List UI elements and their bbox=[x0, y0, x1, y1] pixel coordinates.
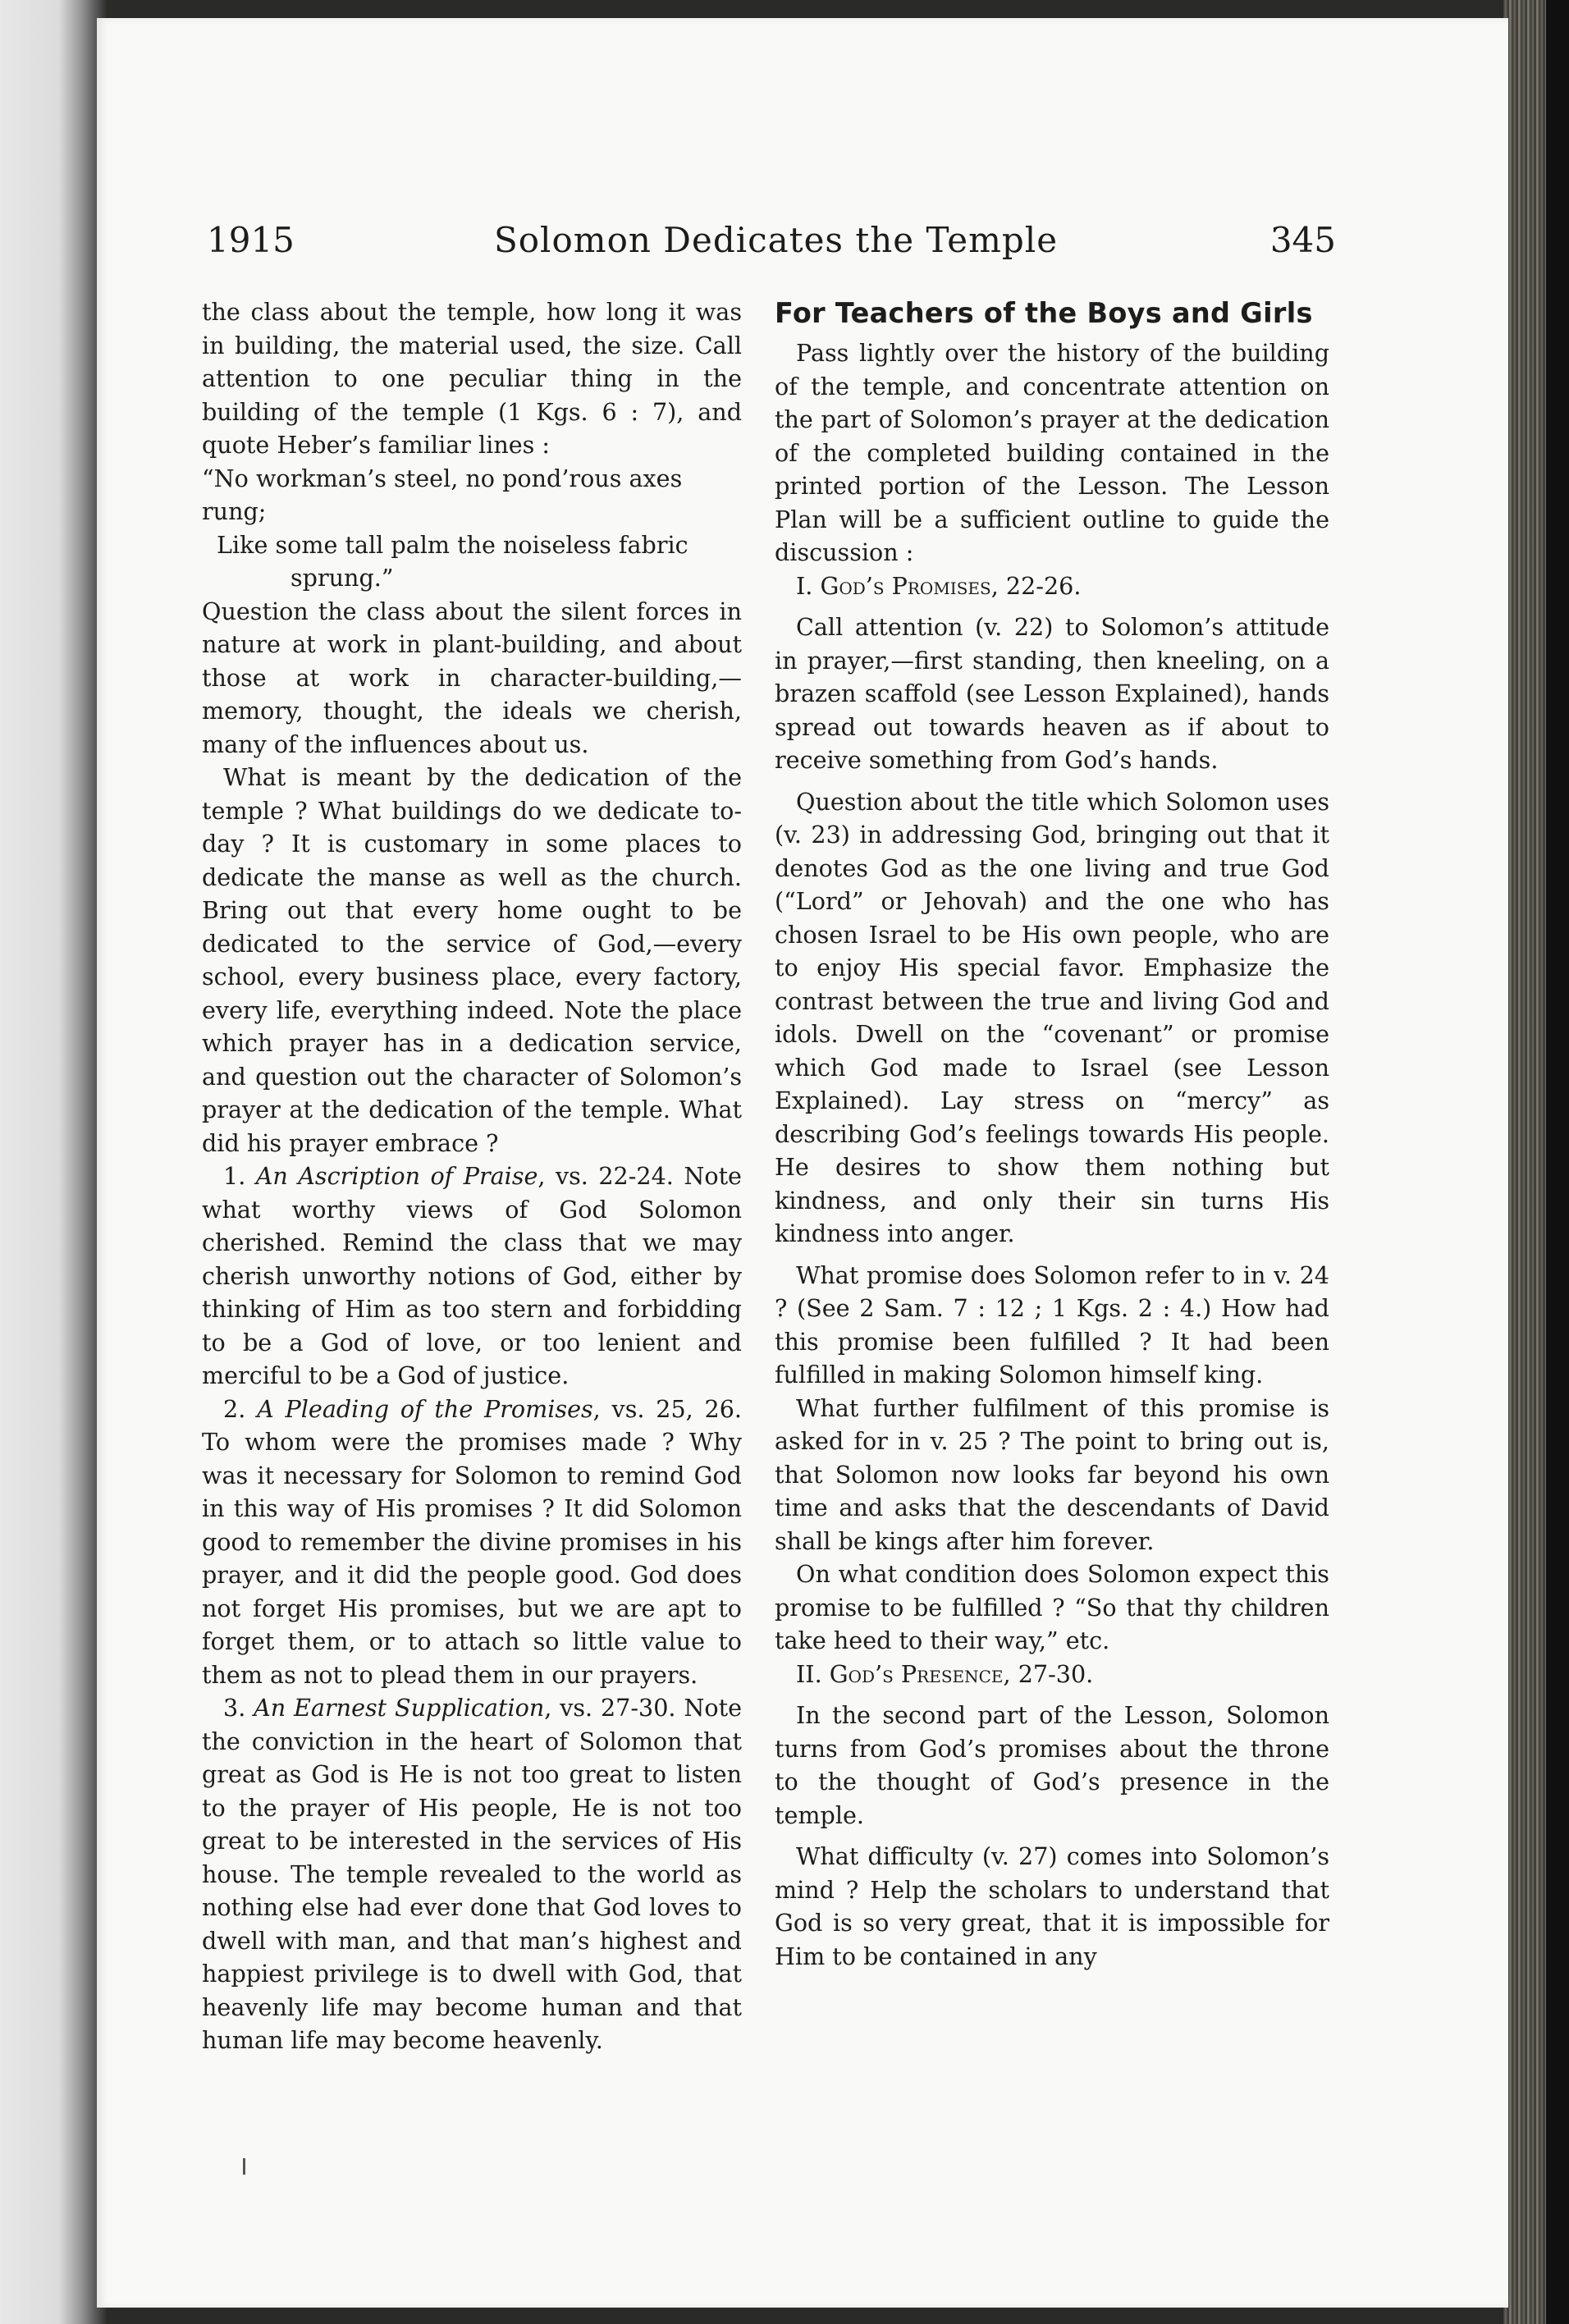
ink-mark bbox=[243, 2158, 245, 2175]
running-header bbox=[207, 220, 1336, 277]
paragraph: On what condition does Solomon expect this promise to be fulfilled ? “So that thy children take heed to their way,” etc. bbox=[775, 1560, 1329, 1654]
right-column bbox=[775, 295, 1329, 1973]
point-number: 2. bbox=[223, 1394, 258, 1423]
paragraph: What difficulty (v. 27) comes into Solomon’s mind ? Help the scholars to understand that God is so very great, that it is impossible for Him to be contained in any bbox=[775, 1842, 1329, 1970]
point-text: , vs. 25, 26. To whom were the promises made ? Why was it necessary for Solomon to remind God in this way of His promises ? It did Solomon good to remember the divine promises in his prayer, and it did the people good. God does not forget His promises, but we are apt to forget them, or to attach so little value to them as not to plead them in our prayers. bbox=[202, 1394, 742, 1689]
point-title: An Earnest Supplication bbox=[254, 1694, 545, 1722]
subheading-title: God’s Presence bbox=[829, 1659, 1004, 1688]
section-heading: For Teachers of the Boys and Girls bbox=[775, 297, 1313, 329]
point-text: , vs. 27-30. Note the conviction in the heart of Solomon that great as God is He is not too great to listen to the prayer of His people, He is not too great to be interested in the services of His house. The temple revealed to the world as nothing else had ever done that God loves to dwell with man, and that man’s highest and happiest privilege is to dwell with God, that heavenly life may become human and that human life may become heavenly. bbox=[202, 1694, 742, 2054]
lesson-point-1 bbox=[202, 1160, 742, 1393]
page-title: Solomon Dedicates the Temple bbox=[494, 220, 1059, 260]
paragraph: What is meant by the dedication of the temple ? What buildings do we dedicate to-day ? It is customary in some places to dedicate the manse as well as the church. Bring out that every home ought to be dedicated to the service of God,—every school, every business place, every factory, every life, everything indeed. Note the place which prayer has in a dedication service, and question out the character of Solomon’s prayer at the dedication of the temple. What did his prayer embrace ? bbox=[202, 763, 742, 1157]
paragraph: Call attention (v. 22) to Solomon’s attitude in prayer,—first standing, then kneeling, on a brazen scaffold (see Lesson Explained), hands spread out towards heaven as if about to receive something from God’s hands. bbox=[775, 613, 1329, 774]
paragraph: What promise does Solomon refer to in v. 24 ? (See 2 Sam. 7 : 12 ; 1 Kgs. 2 : 4.) How had this promise been fulfilled ? It had been fulfilled in making Solomon himself king. bbox=[775, 1260, 1329, 1388]
paragraph: Pass lightly over the history of the building of the temple, and concentrate attention on the part of Solomon’s prayer at the dedication of the completed building contained in the printed portion of the Lesson. The Lesson Plan will be a sufficient outline to guide the discussion : bbox=[775, 339, 1329, 566]
paragraph: the class about the temple, how long it was in building, the material used, the size. Call attention to one peculiar thing in the building of the temple (1 Kgs. 6 : 7), and quote Heber’s familiar lines : bbox=[202, 298, 742, 459]
poem-line: “No workman’s steel, no pond’rous axes rung; bbox=[202, 464, 683, 525]
point-number: 1. bbox=[223, 1162, 256, 1190]
subheading-title: God’s Promises bbox=[820, 571, 991, 600]
subheading-promises bbox=[775, 570, 1329, 603]
subheading-verses: , 22-26. bbox=[990, 571, 1082, 600]
lesson-point-3 bbox=[202, 1691, 742, 2057]
subheading-number: II. bbox=[796, 1659, 830, 1688]
header-year: 1915 bbox=[207, 220, 295, 260]
lesson-point-2 bbox=[202, 1393, 742, 1692]
poem-line: sprung.” bbox=[290, 564, 394, 592]
subheading-presence bbox=[775, 1658, 1329, 1691]
point-number: 3. bbox=[223, 1694, 254, 1722]
subheading-verses: , 27-30. bbox=[1003, 1659, 1094, 1688]
left-column bbox=[202, 295, 742, 2057]
paragraph: Question the class about the silent forces in nature at work in plant-building, and about those at work in character-building,—memory, thought, the ideals we cherish, many of the influences about us. bbox=[202, 597, 742, 758]
paragraph: Question about the title which Solomon uses (v. 23) in addressing God, bringing out that it denotes God as the one living and true God (“Lord” or Jehovah) and the one who has chosen Israel to be His own people, who are to enjoy His special favor. Emphasize the contrast between the true and living God and idols. Dwell on the “covenant” or promise which God made to Israel (see Lesson Explained). Lay stress on “mercy” as describing God’s feelings towards His people. He desires to show them nothing but kindness, and only their sin turns His kindness into anger. bbox=[775, 787, 1329, 1247]
subheading-number: I. bbox=[796, 571, 821, 600]
paragraph: In the second part of the Lesson, Solomon turns from God’s promises about the throne to the thought of God’s presence in the temple. bbox=[775, 1701, 1329, 1829]
paragraph: What further fulfilment of this promise is asked for in v. 25 ? The point to bring out is, that Solomon now looks far beyond his own time and asks that the descendants of David shall be kings after him forever. bbox=[775, 1393, 1329, 1555]
book-gutter-shadow bbox=[0, 0, 107, 2324]
scan-border bbox=[1546, 0, 1569, 2324]
point-text: , vs. 22-24. Note what worthy views of God Solomon cherished. Remind the class that we may cherish unworthy notions of God, either by thinking of Him as too stern and forbidding to be a God of love, or too lenient and merciful to be a God of justice. bbox=[202, 1162, 742, 1389]
poem-line: Like some tall palm the noiseless fabric bbox=[217, 530, 688, 559]
point-title: An Ascription of Praise bbox=[255, 1162, 538, 1190]
point-title: A Pleading of the Promises bbox=[257, 1394, 593, 1423]
page-number: 345 bbox=[1269, 220, 1336, 260]
